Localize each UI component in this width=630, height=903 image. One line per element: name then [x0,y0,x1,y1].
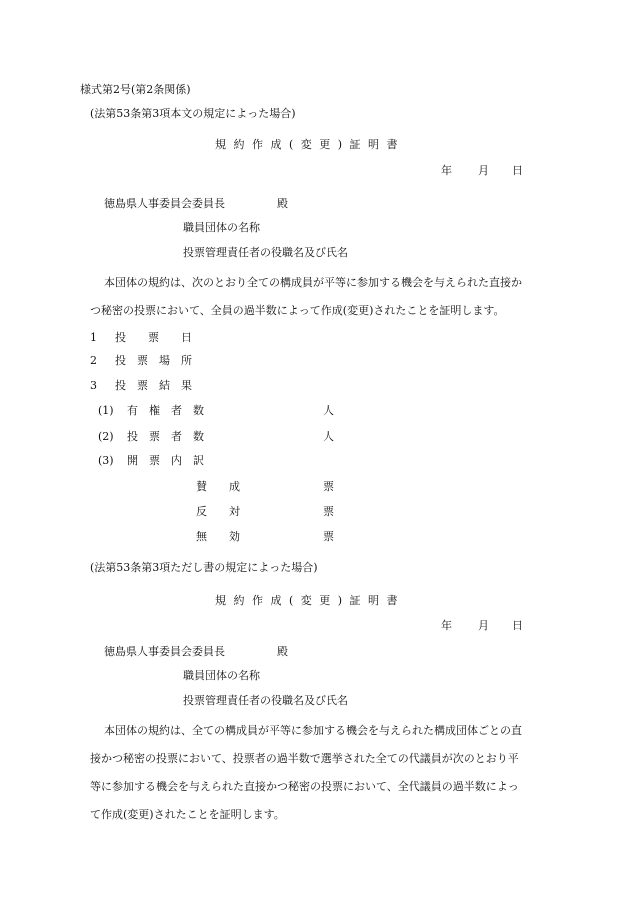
section2-title: 規 約 作 成 ( 変 更 ) 証 明 書 [215,594,400,607]
result-2-number: (2) [98,430,114,443]
section2-org-name-label: 職員団体の名称 [183,669,260,682]
form-number: 様式第2号(第2条関係) [80,83,191,96]
breakdown-3-unit: 票 [323,530,334,543]
result-1-number: (1) [98,404,114,417]
section1-condition: (法第53条第3項本文の規定によった場合) [90,107,296,120]
section1-date-year: 年 [441,164,452,177]
section1-addressee: 徳島県人事委員会委員長 [104,197,225,210]
section2-date-month: 月 [478,619,489,632]
item-1-label: 投 票 日 [115,331,192,344]
result-3-label: 開 票 内 訳 [127,454,204,467]
breakdown-1-label: 賛 成 [196,480,240,493]
section2-condition: (法第53条第3項ただし書の規定によった場合) [90,561,318,574]
section1-body-line-1: 本団体の規約は、次のとおり全ての構成員が平等に参加する機会を与えられた直接か [104,276,522,289]
item-2-label: 投 票 場 所 [115,354,192,367]
section1-title: 規 約 作 成 ( 変 更 ) 証 明 書 [215,138,400,151]
breakdown-3-label: 無 効 [196,530,240,543]
section2-body-line-1: 本団体の規約は、全ての構成員が平等に参加する機会を与えられた構成団体ごとの直 [104,724,522,737]
section1-manager-label: 投票管理責任者の役職名及び氏名 [183,246,348,259]
breakdown-2-unit: 票 [323,505,334,518]
item-3-number: 3 [90,379,97,392]
section1-date-day: 日 [512,164,523,177]
section1-body-line-2: つ秘密の投票において、全員の過半数によって作成(変更)されたことを証明します。 [90,304,505,317]
breakdown-2-label: 反 対 [196,505,240,518]
result-1-unit: 人 [323,404,334,417]
item-3-label: 投 票 結 果 [115,379,192,392]
section2-addressee: 徳島県人事委員会委員長 [104,645,225,658]
section2-honorific: 殿 [277,645,288,658]
section1-honorific: 殿 [277,197,288,210]
result-1-label: 有 権 者 数 [127,404,204,417]
section2-body-line-4: て作成(変更)されたことを証明します。 [90,808,285,821]
item-2-number: 2 [90,354,97,367]
result-3-number: (3) [98,454,114,467]
section2-manager-label: 投票管理責任者の役職名及び氏名 [183,694,348,707]
result-2-label: 投 票 者 数 [127,430,204,443]
breakdown-1-unit: 票 [323,480,334,493]
section2-date-year: 年 [441,619,452,632]
section2-body-line-2: 接かつ秘密の投票において、投票者の過半数で選挙された全ての代議員が次のとおり平 [90,752,519,765]
item-1-number: 1 [90,331,97,344]
section2-body-line-3: 等に参加する機会を与えられた直接かつ秘密の投票において、全代議員の過半数によっ [90,780,519,793]
section1-org-name-label: 職員団体の名称 [183,221,260,234]
section1-date-month: 月 [478,164,489,177]
section2-date-day: 日 [512,619,523,632]
result-2-unit: 人 [323,430,334,443]
